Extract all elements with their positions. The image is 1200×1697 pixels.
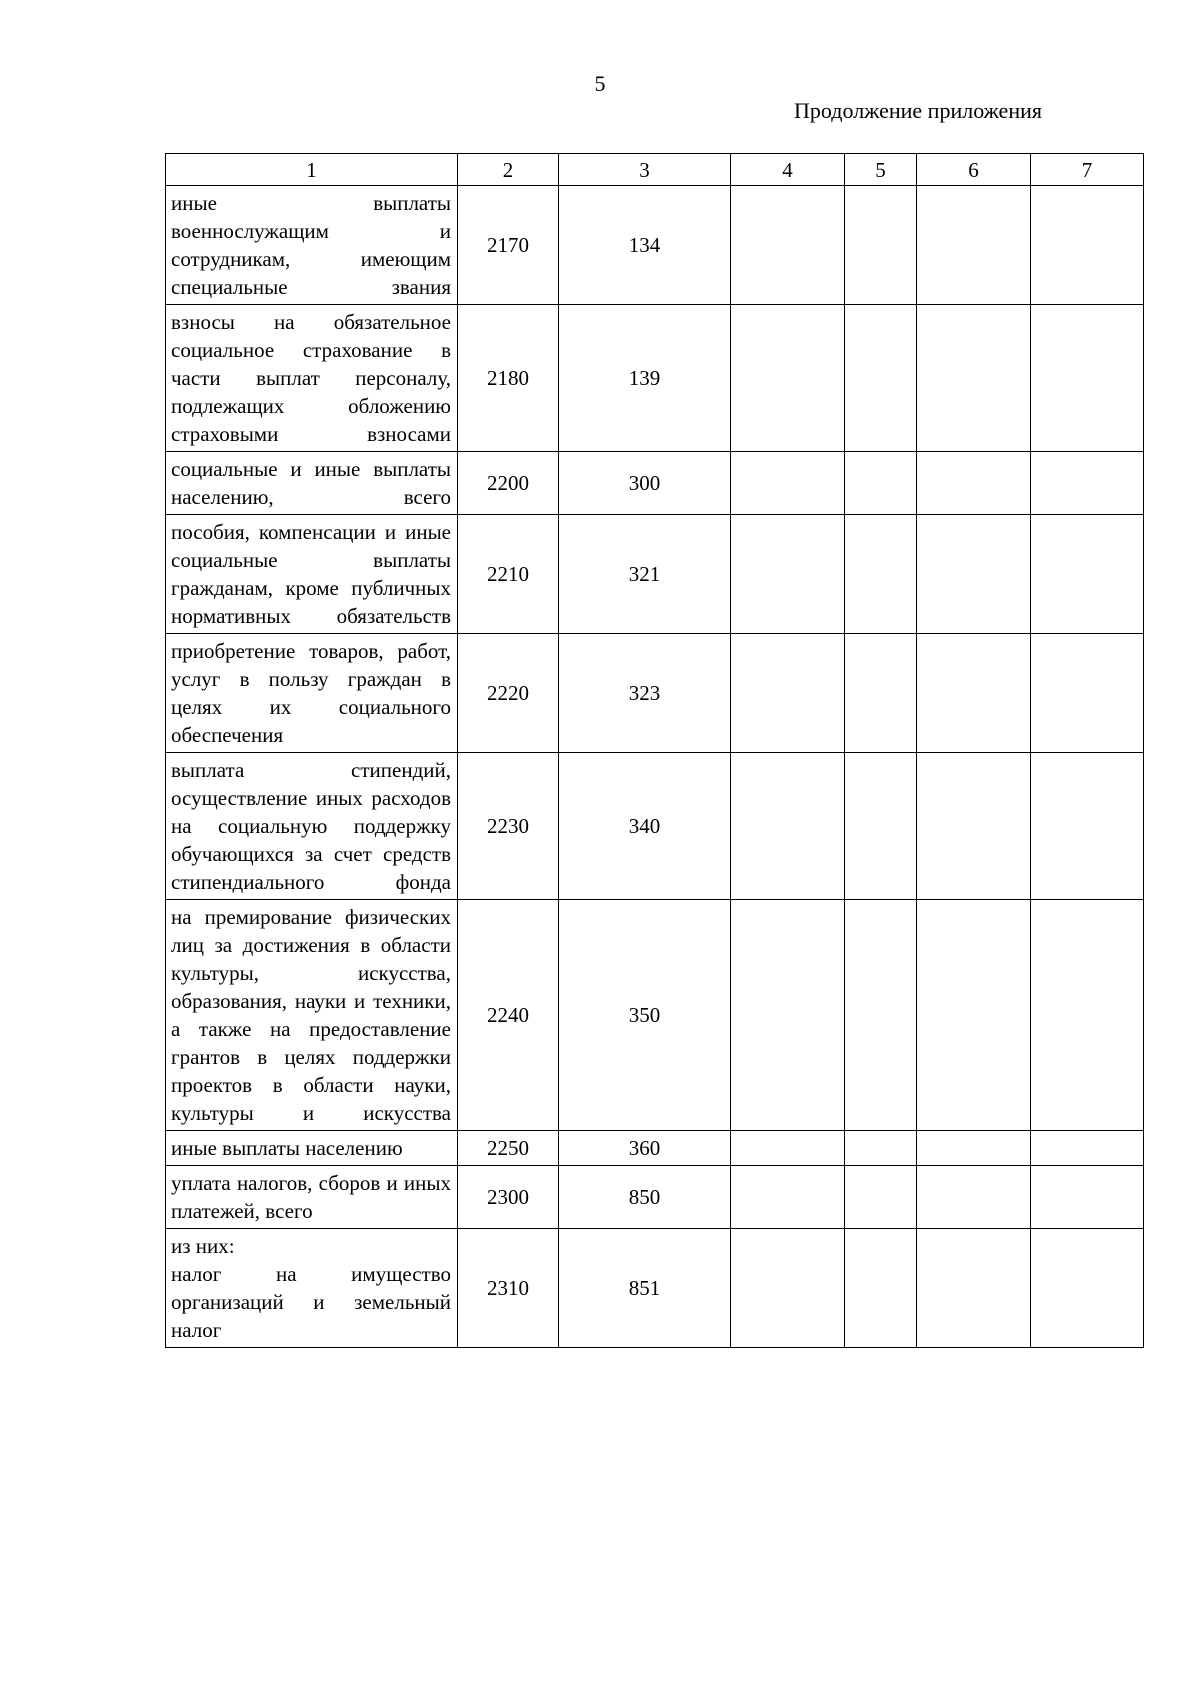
value-cell	[1031, 186, 1144, 305]
value-cell	[731, 900, 845, 1131]
value-cell	[845, 305, 917, 452]
budget-code: 139	[559, 305, 731, 452]
value-cell	[917, 1229, 1031, 1348]
budget-code: 360	[559, 1131, 731, 1166]
continuation-label: Продолжение приложения	[794, 98, 1042, 123]
value-cell	[845, 186, 917, 305]
table-row	[166, 900, 1144, 1131]
row-description: пособия, компенсации и иные социальные выплаты гражданам, кроме публичных нормативных обязательств	[166, 515, 458, 634]
value-cell	[845, 900, 917, 1131]
value-cell	[731, 305, 845, 452]
table-row	[166, 305, 1144, 452]
table-row	[166, 452, 1144, 515]
value-cell	[917, 515, 1031, 634]
line-code: 2250	[458, 1131, 559, 1166]
value-cell	[1031, 1131, 1144, 1166]
row-description: выплата стипендий, осуществление иных расходов на социальную поддержку обучающихся за счет средств стипендиального фонда	[166, 753, 458, 900]
line-code: 2240	[458, 900, 559, 1131]
value-cell	[731, 452, 845, 515]
row-description: приобретение товаров, работ, услуг в пользу граждан в целях их социального обеспечения	[166, 634, 458, 753]
budget-code: 340	[559, 753, 731, 900]
value-cell	[917, 186, 1031, 305]
value-cell	[845, 1131, 917, 1166]
table-row	[166, 186, 1144, 305]
column-header: 1	[166, 154, 458, 186]
value-cell	[917, 1131, 1031, 1166]
budget-code: 300	[559, 452, 731, 515]
value-cell	[1031, 900, 1144, 1131]
column-header: 4	[731, 154, 845, 186]
line-code: 2220	[458, 634, 559, 753]
value-cell	[917, 753, 1031, 900]
column-header: 2	[458, 154, 559, 186]
column-header: 5	[845, 154, 917, 186]
value-cell	[845, 1166, 917, 1229]
value-cell	[845, 1229, 917, 1348]
line-code: 2210	[458, 515, 559, 634]
value-cell	[845, 515, 917, 634]
row-description	[166, 1229, 458, 1348]
value-cell	[1031, 305, 1144, 452]
column-header: 6	[917, 154, 1031, 186]
value-cell	[917, 1166, 1031, 1229]
line-code: 2300	[458, 1166, 559, 1229]
row-description: уплата налогов, сборов и иных платежей, всего	[166, 1166, 458, 1229]
value-cell	[731, 634, 845, 753]
column-header: 3	[559, 154, 731, 186]
table-row	[166, 515, 1144, 634]
line-code: 2170	[458, 186, 559, 305]
value-cell	[917, 900, 1031, 1131]
value-cell	[731, 753, 845, 900]
line-code: 2230	[458, 753, 559, 900]
value-cell	[731, 515, 845, 634]
table-row	[166, 1166, 1144, 1229]
value-cell	[1031, 634, 1144, 753]
row-description: взносы на обязательное социальное страхование в части выплат персоналу, подлежащих обложению страховыми взносами	[166, 305, 458, 452]
table-row	[166, 1229, 1144, 1348]
row-description-text: налог на имущество организаций и земельный налог	[171, 1262, 451, 1342]
value-cell	[917, 452, 1031, 515]
row-description: на премирование физических лиц за достижения в области культуры, искусства, образования, науки и техники, а также на предоставление грантов в целях поддержки проектов в области науки, культуры и искусства	[166, 900, 458, 1131]
row-description: социальные и иные выплаты населению, всего	[166, 452, 458, 515]
value-cell	[731, 1131, 845, 1166]
budget-code: 134	[559, 186, 731, 305]
value-cell	[1031, 1166, 1144, 1229]
value-cell	[845, 753, 917, 900]
value-cell	[1031, 515, 1144, 634]
row-subheading: из них:	[171, 1234, 235, 1258]
line-code: 2310	[458, 1229, 559, 1348]
value-cell	[1031, 452, 1144, 515]
value-cell	[845, 634, 917, 753]
page-number: 5	[594, 71, 606, 96]
budget-code: 321	[559, 515, 731, 634]
value-cell	[731, 1229, 845, 1348]
column-header: 7	[1031, 154, 1144, 186]
header-row	[166, 154, 1144, 186]
budget-code: 323	[559, 634, 731, 753]
row-description: иные выплаты военнослужащим и сотрудникам, имеющим специальные звания	[166, 186, 458, 305]
row-description: иные выплаты населению	[166, 1131, 458, 1166]
budget-code: 851	[559, 1229, 731, 1348]
appendix-table	[165, 153, 1144, 1348]
value-cell	[1031, 1229, 1144, 1348]
budget-code: 850	[559, 1166, 731, 1229]
value-cell	[917, 634, 1031, 753]
value-cell	[731, 186, 845, 305]
line-code: 2200	[458, 452, 559, 515]
line-code: 2180	[458, 305, 559, 452]
value-cell	[845, 452, 917, 515]
table-row	[166, 1131, 1144, 1166]
value-cell	[917, 305, 1031, 452]
table-row	[166, 753, 1144, 900]
value-cell	[731, 1166, 845, 1229]
budget-code: 350	[559, 900, 731, 1131]
table-row	[166, 634, 1144, 753]
value-cell	[1031, 753, 1144, 900]
